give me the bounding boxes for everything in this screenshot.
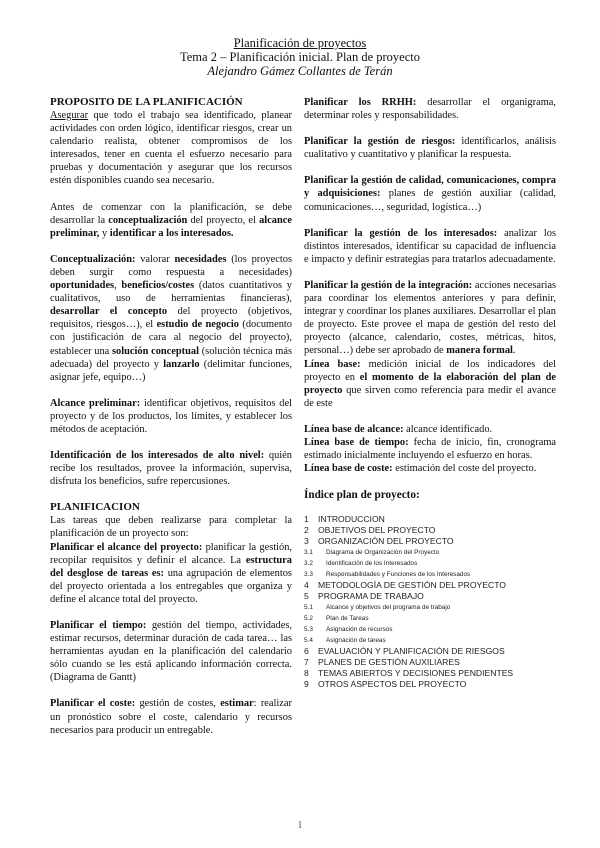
toc-entry (304, 536, 556, 547)
document-subtitle: Tema 2 – Planificación inicial. Plan de proyecto (179, 50, 421, 64)
lb-alcance-paragraph (304, 423, 556, 436)
toc-entry-text: Asignación de recursos (326, 626, 393, 634)
pa-bold-1: Planificar el alcance del proyecto: (50, 541, 203, 553)
asegurar-term: Asegurar (50, 110, 89, 121)
toc-entry (304, 679, 556, 690)
rrhh-bold: Planificar los RRHH: (304, 97, 417, 108)
c-text-7: (solución técnica más adecuada) del proyecto y (50, 345, 292, 370)
toc-entry-number: 5.3 (304, 626, 313, 634)
lt-text: fecha de inicio, fin, cronograma estimado inicialmente incluyendo el esfuerzo en horas. (304, 436, 557, 462)
toc-entry (304, 580, 556, 591)
toc-entry-number: 9 (304, 679, 309, 690)
interesados-bold: Identificación de los interesados de alto nivel: (50, 450, 265, 462)
toc-entry-number: 3.3 (304, 571, 313, 579)
toc-entry-number: 5.4 (304, 637, 313, 645)
integracion-text-1: acciones necesarias para coordinar los elementos anteriores y para definir, integrar y coordinar los planes auxiliares. Desarrollar el plan de proyecto. Este provee el mapa de gestión del resto del proyecto (alcance, calendario, costes, métricas, hitos, personal…) debe ser aprobado de (304, 279, 556, 357)
calidad-bold: Planificar la gestión de calidad, comunicaciones, compra y adquisiciones: (304, 175, 556, 200)
pa-bold-2: estructura del desglose de tareas es: (50, 554, 292, 579)
c-bold-2: necesidades (174, 253, 227, 265)
lt-bold: Línea base de tiempo: (304, 436, 409, 448)
document-header (0, 36, 600, 78)
toc-entry-number: 3.1 (304, 549, 313, 557)
antes-paragraph (50, 201, 292, 240)
toc-entry-text: Asignación de tareas (326, 637, 386, 645)
toc-entry (304, 514, 556, 525)
integracion-paragraph (304, 279, 556, 358)
calidad-paragraph (304, 174, 556, 213)
toc-entry (304, 602, 556, 613)
toc-entry (304, 613, 556, 624)
pt-text: gestión del tiempo, actividades, estimar recursos, determinar duración de cada tarea… las herramientas ayudan en la planificación del calendario sólo cuando se les está aplicando información correcta. (Diagrama de Gantt) (50, 620, 292, 684)
lb-text-2: que sirven como referencia para medir el avance de este (304, 384, 556, 409)
antes-bold-2: alcance preliminar, (50, 214, 292, 239)
toc-entry-number: 3.2 (304, 560, 313, 568)
c-text-1: valorar (135, 253, 175, 265)
toc-entry (304, 547, 556, 558)
proposito-text: que todo el trabajo sea identificado, planear actividades con orden lógico, identificar riesgos, crear un calendario realista, obtener compromisos de los interesados, tener en cuenta el esfuerzo necesario para pruebas y documentación y asegurar que los recursos estén disponibles cuando sea necesario. (50, 110, 292, 187)
planificar-alcance-paragraph (50, 541, 292, 606)
alcance-paragraph (50, 397, 292, 436)
planificar-tiempo-paragraph (50, 619, 292, 684)
toc-entry-number: 6 (304, 646, 309, 657)
lb-bold-2: el momento de la elaboración del plan de proyecto (304, 371, 556, 396)
c-bold-4: beneficios/costes (121, 280, 195, 292)
interesados-paragraph (50, 449, 292, 488)
c-bold-8: lanzarlo (163, 358, 200, 370)
toc-entry-text: Identificación de los Interesados (326, 560, 418, 568)
riesgos-text: identificarlos, análisis cualitativo y cuantitativo y planificar la respuesta. (304, 136, 557, 161)
rrhh-text: desarrollar el organigrama, determinar roles y responsabilidades. (304, 97, 556, 122)
c-text-6: (documento con justificación de cara al negocio del proyecto), establecer una (50, 319, 292, 357)
index-title: Índice plan de proyecto: (304, 489, 420, 502)
toc-entry (304, 558, 556, 569)
lc-bold: Línea base de coste: (304, 463, 393, 475)
integracion-bold-2: manera formal (446, 345, 513, 357)
rrhh-paragraph (304, 96, 556, 122)
c-text-2: (los proyectos deben surgir como respuesta a necesidades) (50, 253, 292, 278)
toc-entry-text: PROGRAMA DE TRABAJO (318, 591, 424, 602)
antes-bold-1: conceptualización (108, 214, 188, 226)
la-bold: Línea base de alcance: (304, 423, 404, 435)
toc-entry-number: 5.2 (304, 615, 313, 623)
gestion-interesados-paragraph (304, 227, 556, 266)
right-column (304, 96, 556, 690)
c-bold-5: desarrollar el concepto (50, 306, 168, 318)
c-bold-6: estudio de negocio (156, 319, 239, 331)
toc-entry-text: Plan de Tareas (326, 615, 369, 623)
toc-entry-number: 2 (304, 525, 309, 536)
toc-entry-number: 5 (304, 591, 309, 602)
toc-entry-text: OTROS ASPECTOS DEL PROYECTO (318, 679, 467, 690)
integracion-bold: Planificar la gestión de la integración: (304, 279, 473, 291)
planificar-coste-paragraph (50, 697, 292, 736)
c-text-4: (datos cuantitativos y cualitativos, uso de herramientas financieras), (50, 280, 292, 305)
toc-entry (304, 635, 556, 646)
c-bold-1: Conceptualización: (50, 253, 136, 265)
proposito-paragraph (50, 109, 292, 188)
c-bold-7: solución conceptual (111, 345, 199, 357)
antes-text-d: y (99, 227, 110, 239)
integracion-text-2: . (512, 345, 516, 357)
calidad-text: planes de gestión auxiliar (calidad, comunicaciones…, seguridad, logística…) (304, 188, 556, 213)
toc-entry-text: Responsabilidades y Funciones de los Interesados (326, 571, 471, 579)
pc-bold-2: estimar (220, 698, 254, 710)
toc-entry-number: 3 (304, 536, 309, 547)
linea-base-paragraph (304, 358, 556, 410)
conceptualizacion-paragraph (50, 253, 292, 384)
toc-entry (304, 525, 556, 536)
pc-bold-1: Planificar el coste: (50, 698, 136, 710)
antes-text-a: Antes de comenzar con la planificación, se debe desarrollar la (50, 201, 292, 226)
toc-entry (304, 668, 556, 679)
toc-entry-text: Alcance y objetivos del programa de trabajo (326, 604, 451, 612)
la-text: alcance identificado. (403, 423, 493, 435)
c-text-5: del proyecto (objetivos, requisitos, riesgos…), el (50, 306, 292, 331)
proposito-heading: PROPOSITO DE LA PLANIFICACIÓN (50, 96, 243, 108)
toc-entry-number: 4 (304, 580, 309, 591)
antes-bold-3: identificar a los interesados. (109, 227, 234, 239)
pa-text-1: planificar la gestión, recopilar requisitos y definir el alcance. La (50, 541, 292, 566)
toc-entry-text: ORGANIZACIÓN DEL PROYECTO (318, 536, 454, 547)
table-of-contents (304, 514, 556, 690)
riesgos-bold: Planificar la gestión de riesgos: (304, 136, 456, 148)
tareas-paragraph: Las tareas que deben realizarse para completar la planificación de un proyecto son: (50, 515, 292, 540)
toc-entry (304, 591, 556, 602)
page-number: 1 (297, 820, 303, 831)
toc-entry (304, 569, 556, 580)
gi-text: analizar los distintos interesados, identificar su capacidad de influencia e impacto y definir estrategias para tratarlos adecuadamente. (304, 227, 556, 265)
alcance-text: identificar objetivos, requisitos del proyecto y de los productos, los límites, y establecer los métodos de aceptación. (50, 397, 292, 435)
planificacion-heading: PLANIFICACION (50, 501, 140, 514)
pc-text-1: gestión de costes, (135, 698, 221, 710)
document-title: Planificación de proyectos (233, 36, 367, 50)
toc-entry-text: Diagrama de Organización del Proyecto (326, 549, 440, 557)
lb-bold: Línea base: (304, 358, 361, 370)
toc-entry-number: 7 (304, 657, 309, 668)
c-bold-3: oportunidades (50, 280, 115, 292)
toc-entry-text: INTRODUCCION (318, 514, 385, 525)
antes-text-c: del proyecto, el (187, 214, 260, 226)
document-author: Alejandro Gámez Collantes de Terán (207, 64, 393, 78)
lb-tiempo-paragraph (304, 436, 556, 462)
pt-bold: Planificar el tiempo: (50, 620, 147, 631)
alcance-bold: Alcance preliminar: (50, 397, 141, 409)
toc-entry (304, 657, 556, 668)
toc-entry (304, 624, 556, 635)
lc-text: estimación del coste del proyecto. (392, 463, 537, 475)
lb-text-1: medición inicial de los indicadores del proyecto en (304, 358, 556, 383)
toc-entry-number: 8 (304, 668, 309, 679)
toc-entry-text: METODOLOGÍA DE GESTIÓN DEL PROYECTO (318, 580, 506, 591)
toc-entry (304, 646, 556, 657)
lb-coste-paragraph (304, 462, 556, 475)
gi-bold: Planificar la gestión de los interesados: (304, 227, 498, 239)
toc-entry-text: PLANES DE GESTIÓN AUXILIARES (318, 657, 460, 668)
c-text-8: (delimitar funciones, asignar jefe, equipo…) (50, 358, 292, 383)
toc-entry-number: 1 (304, 514, 309, 525)
riesgos-paragraph (304, 135, 556, 161)
pa-text-2: una agrupación de elementos del proyecto orientada a los entregables que organiza y define el alcance total del proyecto. (50, 567, 292, 605)
interesados-text: quién recibe los resultados, provee la información, supervisa, disfruta los beneficios, sufre repercusiones. (50, 450, 292, 488)
pc-text-2: : realizar un pronóstico sobre el coste, calendario y recursos necesarios para producir un entregable. (50, 698, 292, 736)
c-text-3: , (114, 280, 122, 292)
toc-entry-text: EVALUACIÓN Y PLANIFICACIÓN DE RIESGOS (318, 646, 505, 657)
toc-entry-text: TEMAS ABIERTOS Y DECISIONES PENDIENTES (318, 668, 514, 679)
toc-entry-number: 5.1 (304, 604, 313, 612)
toc-entry-text: OBJETIVOS DEL PROYECTO (318, 525, 436, 536)
left-column (50, 96, 292, 737)
